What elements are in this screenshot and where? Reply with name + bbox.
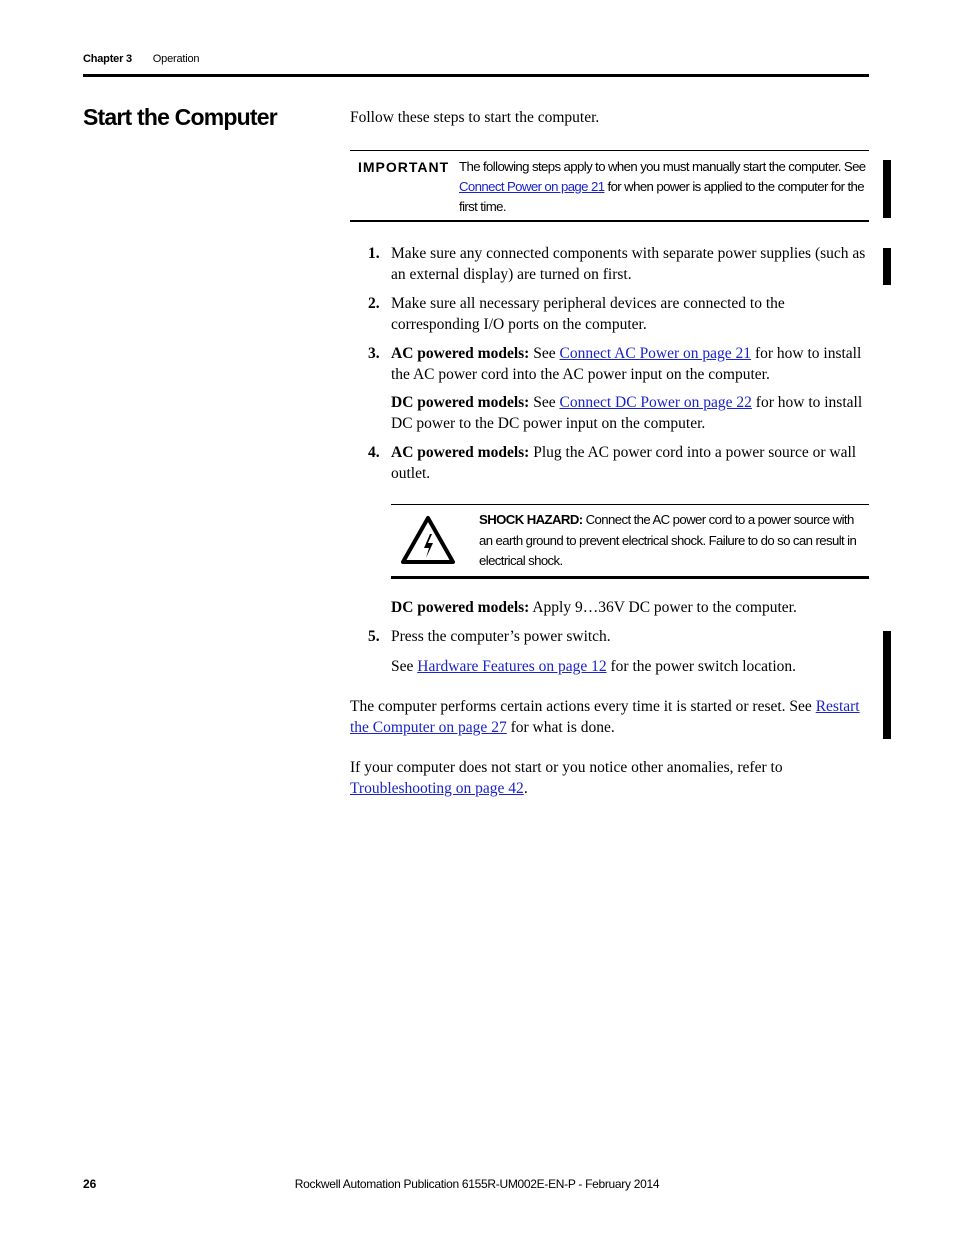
troubleshooting-paragraph — [350, 758, 869, 799]
change-bar — [883, 248, 891, 285]
page-number: 26 — [83, 1177, 97, 1191]
important-label: IMPORTANT — [358, 159, 450, 175]
link-restart-computer[interactable]: Restart the Computer on page 27 — [350, 698, 860, 736]
section-label: Operation — [152, 53, 200, 65]
link-connect-ac-power[interactable]: Connect AC Power on page 21 — [559, 345, 752, 362]
electrical-hazard-icon — [400, 515, 456, 565]
step-text-rest: Plug the AC power cord into a power source or wall outlet. — [391, 444, 857, 482]
step-number: 2. — [368, 295, 380, 312]
dc-models-label: DC powered models: — [391, 394, 530, 411]
list-item — [350, 344, 869, 385]
para-text-after: for what is done. — [506, 718, 615, 736]
note-text-before: See — [391, 658, 418, 675]
list-item — [350, 294, 869, 335]
important-text — [459, 157, 869, 217]
step-text: Press the computer’s power switch. — [391, 628, 611, 645]
link-troubleshooting[interactable]: Troubleshooting on page 42 — [350, 779, 524, 797]
para-text-before: The computer performs certain actions every time it is started or reset. See — [350, 698, 816, 715]
running-header — [83, 53, 199, 65]
step-number: 3. — [368, 345, 380, 362]
step-number: 4. — [368, 444, 380, 461]
step-5-note — [391, 657, 869, 678]
step-4-dc-note — [391, 598, 869, 619]
link-connect-power[interactable]: Connect Power on page 21 — [459, 179, 605, 194]
shock-hazard-text — [479, 510, 864, 572]
important-text-after: for when power is applied to the computer for the first time. — [459, 179, 864, 214]
restart-paragraph — [350, 697, 869, 738]
important-text-before: The following steps apply to when you must manually start the computer. See — [459, 159, 866, 174]
chapter-label: Chapter 3 — [83, 53, 132, 65]
shock-hazard-body: Connect the AC power cord to a power source with an earth ground to prevent electrical shock. Failure to do so can result in electrical shock. — [479, 512, 857, 568]
para-text-before: If your computer does not start or you notice other anomalies, refer to — [350, 759, 783, 776]
dc-text-after: for how to install DC power to the DC power input on the computer. — [391, 394, 863, 432]
note-text-after: for the power switch location. — [606, 658, 797, 675]
change-bar — [883, 160, 891, 218]
step-number: 1. — [368, 245, 380, 262]
link-hardware-features[interactable]: Hardware Features on page 12 — [417, 658, 607, 675]
page-title: Start the Computer — [83, 104, 277, 130]
link-connect-dc-power[interactable]: Connect DC Power on page 22 — [559, 394, 752, 411]
publication-footer: Rockwell Automation Publication 6155R-UM002E-EN-P - February 2014 — [294, 1177, 660, 1191]
shock-hazard-label: SHOCK HAZARD: — [479, 512, 583, 527]
step-text: Make sure all necessary peripheral devices are connected to the corresponding I/O ports on the computer. — [391, 295, 785, 333]
para-text-after: . — [523, 779, 528, 797]
header-rule — [83, 74, 869, 77]
step-text-before: See — [529, 345, 560, 362]
step-3-dc-note — [391, 393, 869, 434]
step-number: 5. — [368, 628, 380, 645]
step-text — [391, 443, 869, 484]
ac-models-label: AC powered models: — [391, 345, 530, 362]
list-item — [350, 443, 869, 484]
shock-hazard-notice — [391, 504, 869, 579]
list-item — [350, 627, 869, 648]
dc-text-rest: Apply 9…36V DC power to the computer. — [529, 599, 797, 616]
ac-models-label: AC powered models: — [391, 444, 530, 461]
list-item — [350, 244, 869, 285]
important-note — [350, 150, 869, 222]
dc-text-before: See — [529, 394, 560, 411]
step-text — [391, 344, 869, 385]
step-text: Make sure any connected components with separate power supplies (such as an external display) are turned on first. — [391, 245, 866, 283]
step-text-after: for how to install the AC power cord into the AC power input on the computer. — [391, 345, 862, 383]
intro-text: Follow these steps to start the computer. — [350, 109, 600, 126]
dc-models-label: DC powered models: — [391, 599, 530, 616]
change-bar — [883, 631, 891, 739]
